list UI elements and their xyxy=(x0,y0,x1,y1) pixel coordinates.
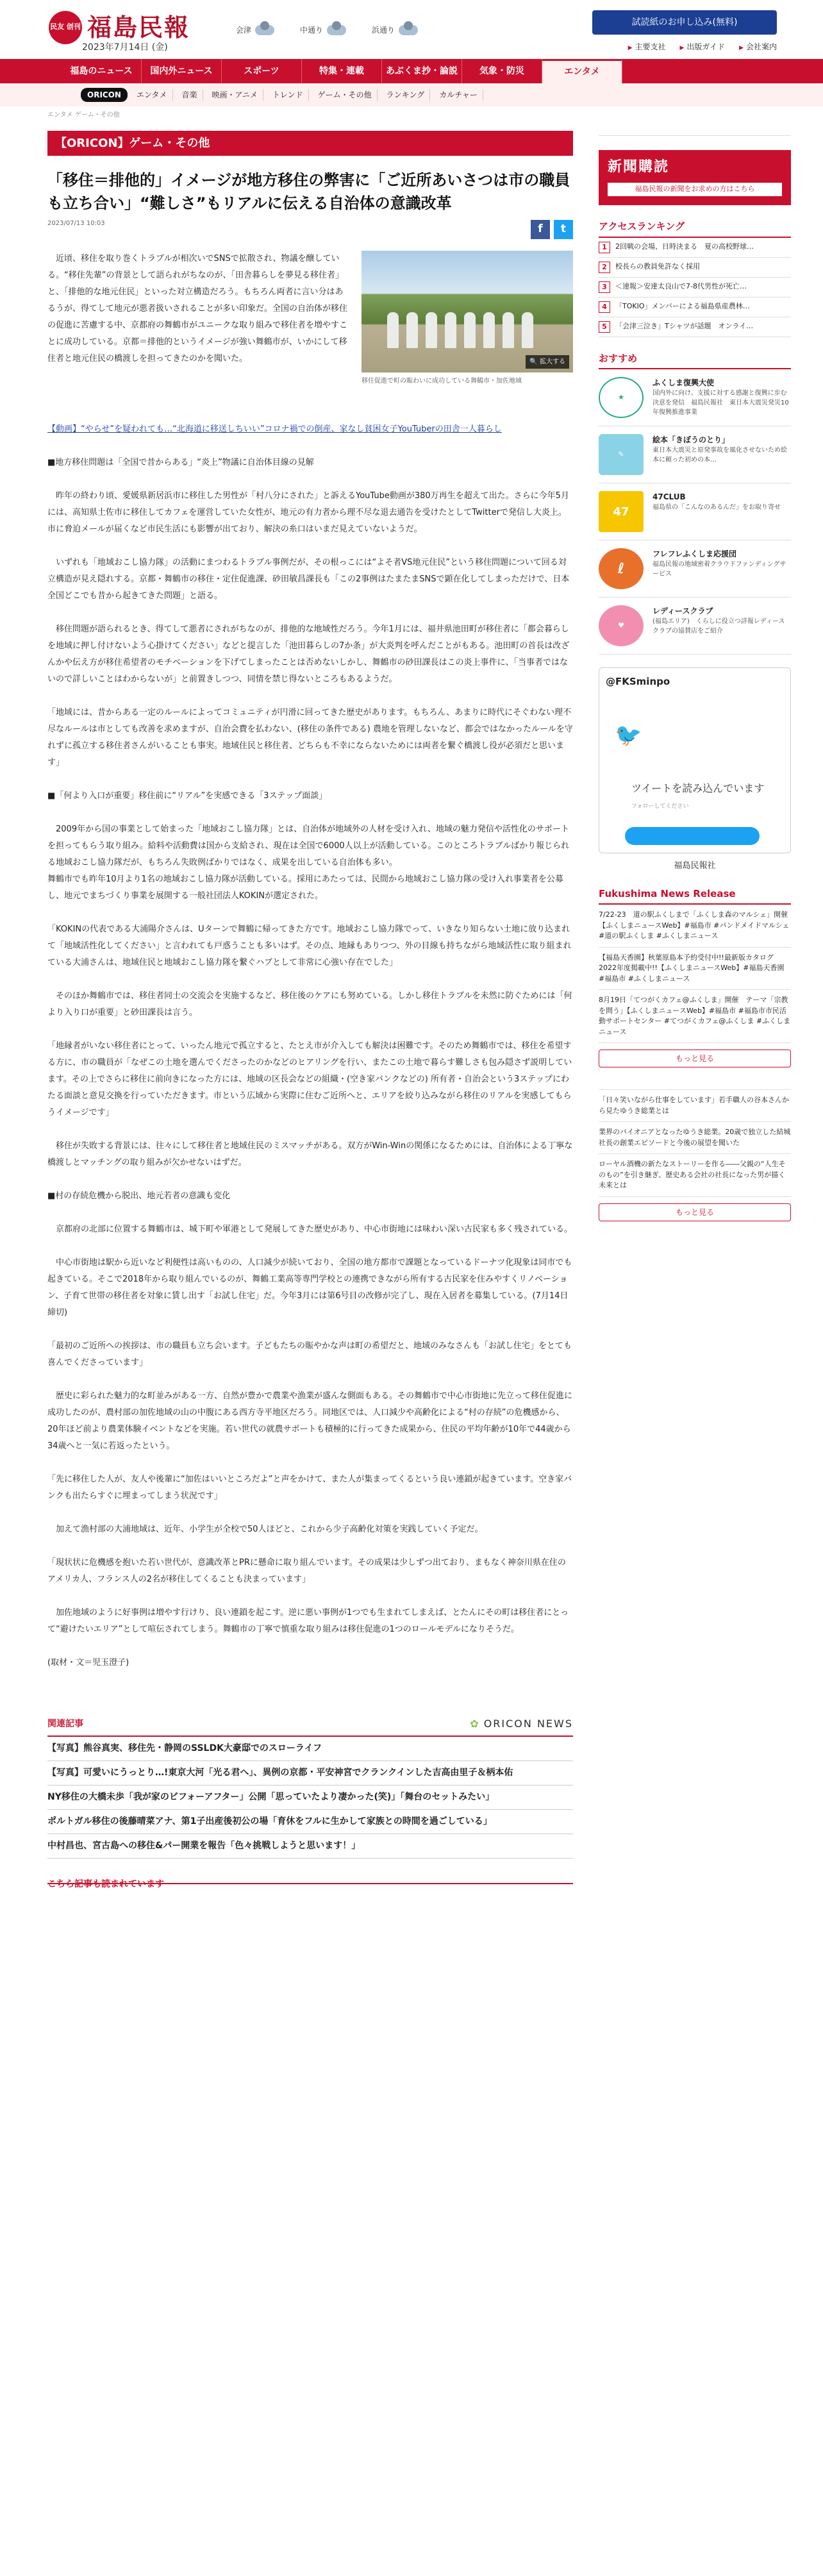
article-paragraph: 「先に移住した人が、友人や後輩に“加佐はいいところだよ”と声をかけて、また人が集まってくるという良い連鎖が起きています。空き家バンクも出たらすぐに埋まってしまう状況です」 xyxy=(47,1475,572,1501)
article-paragraph: 「現状状に危機感を抱いた若い世代が、意識改革とPRに懸命に取り組んでいます。その成果は少しずつ出ており、まもなく神奈川県在住のアメリカ人、フランス人の2名が移住してくることも決まっています」 xyxy=(47,1558,566,1584)
news-release-heading: Fukushima News Release xyxy=(599,887,791,905)
photo-image[interactable] xyxy=(362,251,573,372)
banner-subtitle: 福島民報の新聞をお求めの方はこちら xyxy=(608,183,782,196)
related-articles xyxy=(47,1716,573,1889)
recommend-desc: 福島民報の地域密着クラウドファンディングサービス xyxy=(653,561,786,578)
recommend-title: フレフレふくしま応援団 xyxy=(653,549,737,558)
article-paragraph: 昨年の終わり頃、愛媛県新居浜市に移住した男性が「村八分にされた」と訴えるYouTube動画が380万再生を超えて出た。さらに今年5月には、高知県土佐市に移住してカフェを運営していた女性が、地元の有力者から理不尽な退去通告を受けたとしてTwitterで発信し大炎上。市に脅迫メールが届くなど市民生活にも影響が出ており、解決の糸口はいまだ見えていないようだ。 xyxy=(47,491,569,534)
share-buttons xyxy=(531,220,573,239)
article-paragraph: 「最初のご近所への挨拶は、市の職員も立ち会います。子どもたちの賑やかな声は町の希望だと、地域のみなさんも「お試し住宅」をとても喜んでくださっています」 xyxy=(47,1341,572,1367)
ranking-item[interactable] xyxy=(599,317,791,337)
rank-number: 5 xyxy=(599,321,610,333)
nav-item-weather[interactable]: 気象・防災 xyxy=(462,59,542,83)
nav-item-entertainment[interactable]: エンタメ xyxy=(542,59,622,83)
article-paragraph: 「地縁者がいない移住者にとって、いったん地元で孤立すると、たとえ市が介入しても解決は困難です。そのため舞鶴市では、移住を希望する方に、市の職員が「なぜこの土地を選んでくださったのかなどのヒアリングを行い、またこの土地で暮らす難しさも包み隠さず説明しています。その上でさらに移住に前向きになった方には、地域の区長会などの組織・(空き家バンクなどの) 所有者・自治会という3ステップにわたる面談と意見交換を行っていただきます。市という広域から実際に住むご近所へと、エリアを絞り込みながら移住のリアルを実感してもらうイメージです」 xyxy=(47,1041,572,1117)
section-heading: ■地方移住問題は「全国で昔からある」“炎上”物議に自治体目線の見解 xyxy=(47,458,314,467)
subnav-item-music[interactable]: 音楽 xyxy=(177,89,203,101)
recommend-desc: 東日本大震災と原発事故を風化させないため絵本に頼った初めの本… xyxy=(653,447,787,464)
subnav-item-culture[interactable]: カルチャー xyxy=(434,89,483,101)
article-paragraph: いずれも「地域おこし協力隊」の活動にまつわるトラブル事例だが、その根っこには“よそ者VS地元住民”という移住問題について回る対立構造が見え隠れする。京都・舞鶴市の移住・定住促進課、砂田敏昌課長も「この2事例はたまたまSNSで顕在化してしまっただけで、日本全国どこでも昔から起きてきた問題」と語る。 xyxy=(47,558,570,601)
top-link-branches[interactable]: ▶ 主要支社 xyxy=(628,41,666,53)
promo-item[interactable]: 「日々笑いながら仕事をしています」若手職人の谷本さんから見たゆうき総業とは xyxy=(599,1090,791,1122)
article-paragraph: 2009年から国の事業として始まった「地域おこし協力隊」とは、自治体が地域外の人材を受け入れ、地域の魅力発信や活性化のサポートを担ってもらう取り組み。給料や活動費は国から支給され、現在は全国で6000人以上が活動している。このところトラブルばかり報じられる地域おこし協力隊だが、もちろん失敗例ばかりではなく、成果を出している自治体も多い。 舞鶴市でも昨年10月より1名の地域おこし協力隊が活動している。採用にあたっては、民間から地域おこし協力隊の受け入れ事業者を公募し、地元でまちづくり事業を展開する一般社団法人KOKINが選定された。 xyxy=(47,824,570,901)
recommend-item[interactable] xyxy=(599,483,791,540)
twitter-footer: 福島民報社 xyxy=(674,861,716,871)
subnav-item-movie-anime[interactable]: 映画・アニメ xyxy=(207,89,263,101)
article-paragraph: 移住問題が語られるとき、得てして悪者にされがちなのが、排他的な地域性だろう。今年1月には、福井県池田町が移住者に「都会暮らしを地域に押し付けないよう心掛けてください」などと提言した「池田暮らしの7か条」が大炎判を呼んだことがもある。池田町の首長は改ざんかや伝え方が移住希望者のモチベーションを下げてしまったことは否めないしかし、舞鶴市の砂田課長はこの炎上事件に、「当事者ではないので詳しいことはわからないが」と前置きしつつ、同情を禁じ得ないところもあるようだ。 xyxy=(47,624,570,684)
related-item[interactable]: 【写真】可愛いにうっとり…!東京大河「光る君へ」、異例の京都・平安神宮でクランクインした吉高由里子＆柄本佑 xyxy=(47,1761,573,1786)
ad-slot xyxy=(599,110,791,136)
nav-item-editorial[interactable]: あぶくま抄・論説 xyxy=(382,59,462,83)
trial-subscription-button[interactable]: 試読紙のお申し込み(無料) xyxy=(592,10,777,35)
article-photo[interactable] xyxy=(362,251,573,386)
nav-item-sports[interactable]: スポーツ xyxy=(222,59,302,83)
recommend-title: 47CLUB xyxy=(653,492,686,501)
recommend-item[interactable] xyxy=(599,540,791,598)
site-header xyxy=(0,0,823,59)
article-body xyxy=(47,421,573,1671)
article-paragraph: (取材・文＝児玉澄子) xyxy=(47,1658,129,1668)
twitter-share-icon[interactable]: t xyxy=(554,220,573,239)
oricon-badge[interactable]: ORICON xyxy=(81,88,128,102)
cloud-icon xyxy=(399,25,418,35)
nav-item-fukushima[interactable]: 福島のニュース xyxy=(62,59,142,83)
crowdfunding-icon: ℓ xyxy=(599,548,644,589)
breadcrumb[interactable]: エンタメ ゲーム・その他 xyxy=(47,112,120,119)
ranking-item[interactable] xyxy=(599,297,791,317)
article-paragraph: 移住が失敗する背景には、往々にして移住者と地域住民のミスマッチがある。双方がWin-Winの関係になるためには、自治体による丁寧な橋渡しとマッチングの取り組みが欠かせないはずだ。 xyxy=(47,1141,573,1167)
weather-widget[interactable] xyxy=(236,24,418,36)
article-paragraph: 加佐地域のように好事例は増やす行けり、良い連鎖を起こす。逆に悪い事例が1つでも生まれてしまえば、とたんにその町は移住者にとって“避けたいエリア”として喧伝されてしまう。舞鶴市の丁寧で慎重な取り組みは移住促進の1つのロールモデルになりそうだ。 xyxy=(47,1608,569,1634)
rank-number: 3 xyxy=(599,281,610,293)
news-release-item[interactable]: 8月19日「てつがくカフェ@ふくしま」開催 テーマ「宗教を問う」【ふくしまニュースWeb】#福島市 #福島市市民活動サポートセンター #てつがくカフェ@ふくしま #ふくしまニュース xyxy=(599,990,791,1043)
current-date: 2023年7月14日 (金) xyxy=(82,42,168,53)
related-list xyxy=(47,1737,573,1859)
banner-title: 新聞購読 xyxy=(608,159,670,175)
oricon-news-logo[interactable]: ✿ ORICON NEWS xyxy=(470,1716,573,1732)
nav-item-features[interactable]: 特集・連載 xyxy=(302,59,382,83)
related-item[interactable]: 中村昌也、宮古島への移住&パー開業を報告「色々挑戦しようと思います！」 xyxy=(47,1834,573,1859)
ranking-item[interactable] xyxy=(599,258,791,278)
weather-aizu[interactable] xyxy=(236,24,274,36)
article-paragraph: そのほか舞鶴市では、移住者同士の交流会を実施するなど、移住後のケアにも努めている。しかし移住トラブルを未然に防ぐためには「何より入り口が重要」と砂田課長は言う。 xyxy=(47,991,572,1017)
article-paragraph: 歴史に彩られた魅力的な町並みがある一方、自然が豊かで農業や漁業が盛んな側面もある。その舞鶴市で中心市街地に先立って移住促進に成功したのが、農村部の加佐地域の山の中腹にある西方寺平地区だろう。同地区では、人口減少や高齢化による“村の存続”の危機感から、20年ほど前より農業体験イベントなどを実施。若い世代の就農サポートも積極的に行ってきた成果から、住民の平均年齢が10年で44歳から34歳へと一気に若返ったという。 xyxy=(47,1391,573,1451)
ranking-title: 校長らの教員免許なく採用 xyxy=(615,262,700,271)
promo-list xyxy=(599,1089,791,1197)
ranking-heading: アクセスランキング xyxy=(599,219,791,238)
promo-item[interactable]: ローヤル酒機の新たなストーリーを作る――父親の“人生そのもの”を引き継ぎ、歴史ある会社の社長になった男が描く未来とは xyxy=(599,1154,791,1197)
twitter-feed-line: ツイートを読み込んでいます xyxy=(631,782,765,794)
picture-book-icon: ✎ xyxy=(599,434,644,475)
top-link-publishing[interactable]: ▶ 出版ガイド xyxy=(680,41,726,53)
weather-nakadori[interactable] xyxy=(300,24,346,36)
ranking-title: 「会津三泣き」Tシャツが話題 オンライ… xyxy=(615,321,754,330)
article-title: 「移住＝排他的」イメージが地方移住の弊害に「ご近所あいさつは市の職員も立ち合い」“難しさ”もリアルに伝える自治体の意識改革 xyxy=(47,171,570,212)
more-button[interactable]: もっと見る xyxy=(599,1203,791,1221)
recommend-item[interactable] xyxy=(599,598,791,655)
recommend-item[interactable] xyxy=(599,369,791,426)
subnav-item-entertainment[interactable]: エンタメ xyxy=(131,89,173,101)
recommend-item[interactable] xyxy=(599,426,791,483)
related-header xyxy=(47,1716,573,1737)
rank-number: 2 xyxy=(599,262,610,273)
section-heading: ■村の存続危機から脱出、地元若者の意識も変化 xyxy=(47,1191,231,1201)
article-paragraph: 「地域には、昔からある一定のルールによってコミュニティが円滑に回ってきた歴史があります。もちろん、あまりに時代にそぐわない理不尽なルールは市としても改善を求めますが、自治会費を払わない、(移住の条件である) 農地を管理しないなど、都会ではなかったルールを守れずに孤立する移住者さんがいることも事実。地域住民と移住者、どちらも不幸にならないためには両者を繋ぐ橋渡し役が必須だと思います」 xyxy=(47,708,573,767)
ranking-item[interactable] xyxy=(599,278,791,297)
article-column xyxy=(47,110,573,1889)
related-item[interactable]: NY移住の大橋未歩「我が家のビフォーアフター」公開「思っていたより凄かった(笑)」「舞台のセットみたい」 xyxy=(47,1786,573,1810)
top-link-company[interactable]: ▶ 会社案内 xyxy=(739,41,777,53)
article-paragraph: 加えて漁村部の大浦地域は、近年、小学生が全校で50人ほどと、これから少子高齢化対策を実践していく予定だ。 xyxy=(56,1525,483,1534)
recommend-desc: 福島県の「こんなのあるんだ」をお取り寄せ xyxy=(653,504,781,511)
twitter-sub-line: フォローしてください xyxy=(631,803,689,810)
related-item[interactable]: ポルトガル移住の後藤晴菜アナ、第1子出産後初公の場「育休をフルに生かして家族との時間を過ごしている」 xyxy=(47,1810,573,1834)
ranking-list xyxy=(599,238,791,337)
logo-text: 福島民報 xyxy=(87,13,190,42)
video-link[interactable]: 【動画】“やらせ”を疑われても…“北海道に移送しちいい”コロナ禍での倒産、家なし貧困女子YouTuberの田舎一人暮らし xyxy=(47,424,502,434)
twitter-follow-button[interactable] xyxy=(625,827,760,845)
subnav-item-ranking[interactable]: ランキング xyxy=(381,89,431,101)
recommend-title: レディースクラブ xyxy=(653,606,713,615)
more-articles-label: こちら記事も読まれています xyxy=(47,1879,164,1889)
recommend-heading: おすすめ xyxy=(599,351,791,370)
category-heading: 【ORICON】ゲーム・その他 xyxy=(47,131,573,156)
rank-number: 1 xyxy=(599,242,610,253)
recommend-title: ふくしま復興大使 xyxy=(653,378,715,387)
ranking-title: ＜速報＞安達太良山で7-8代男性が死亡… xyxy=(615,281,747,290)
section-heading: ■「何より入口が重要」移住前に“リアル”を実感できる「3ステップ面談」 xyxy=(47,791,328,801)
recommend-list xyxy=(599,369,791,655)
article-paragraph: 京都府の北部に位置する舞鶴市は、城下町や軍港として発展してきた歴史があり、中心市街地には味わい深い古民家も多く残されている。 xyxy=(56,1225,573,1234)
nav-item-national[interactable]: 国内外ニュース xyxy=(142,59,222,83)
related-item[interactable]: 【写真】熊谷真実、移住先・静岡のSSLDK大豪邸でのスローライフ xyxy=(47,1737,573,1761)
zoom-button[interactable]: 🔍 拡大する xyxy=(526,355,569,369)
rank-number: 4 xyxy=(599,301,610,313)
news-release-list xyxy=(599,905,791,1043)
article-paragraph: 中心市街地は駅から近いなど利便性は高いものの、人口減少が続いており、全国の地方都市で課題となっているドーナツ化現象は同市でも起きている。そこで2018年から取り組んでいるのが、舞鶴工業高等専門学校との連携できながら所有する古民家を住みやすくリノベーション、子育て世帯の移住者を対象に賃し出す「お試し住宅」だ。今年3月には第6号目の改修が完了し、現在入居者を募集している。(7月14日締切) xyxy=(47,1258,572,1317)
subnav-item-trend[interactable]: トレンド xyxy=(267,89,309,101)
more-articles-heading xyxy=(47,1878,573,1889)
article-meta xyxy=(47,219,573,238)
news-release-item[interactable]: 【福島天香園】秋葉原島本予約受付中!!最新版カタログ2022年度掲載中!!【ふくしまニュースWeb】#福島天香園 #福島市 #ふくしまニュース xyxy=(599,948,791,991)
cloud-icon xyxy=(255,25,274,35)
ranking-title: 2回戦の会場、日時決まる 夏の高校野球… xyxy=(615,242,754,251)
subscription-banner[interactable] xyxy=(599,150,791,205)
weather-region-label: 会津 xyxy=(236,26,252,35)
47club-logo-icon: 47 xyxy=(599,491,644,532)
ranking-title: 「TOKIO」メンバーによる福島県産農林… xyxy=(615,301,750,310)
weather-hamadori[interactable] xyxy=(372,24,418,36)
twitter-handle[interactable]: @FKSminpo xyxy=(606,676,670,687)
top-links xyxy=(628,41,777,53)
facebook-share-icon[interactable]: f xyxy=(531,220,550,239)
photo-caption: 移住促進で町の賑わいに成功している舞鶴市・加佐地域 xyxy=(362,378,522,385)
news-release-item[interactable]: 7/22-23 道の駅ふくしまで「ふくしま森のマルシェ」開催【ふくしまニュースWeb】#福島市 #パンドメイドマルシェ #道の駅ふくしま #ふくしまニュース xyxy=(599,905,791,948)
article-paragraph: 「KOKINの代表である大浦陽介さんは、Uターンで舞鶴に帰ってきた方です。地域おこし協力隊でって、いきなり知らない土地に放り込まれて「地域活性化してください」と言われても戸惑うことも多いはず。その点、地縁もありつつ、外の目線も持ちながら地域活性に取り組まれている大浦さんは、地域住民と地域おこし協力隊を繋ぐハブとして非常に心強い存在でした」 xyxy=(47,924,572,967)
fukushima-ambassador-icon: ★ xyxy=(599,377,644,418)
sidebar xyxy=(599,110,791,1221)
article-lead xyxy=(47,251,573,405)
twitter-timeline[interactable] xyxy=(599,667,791,853)
promo-item[interactable]: 業界のパイオニアとなったゆうき総業。20歳で独立した結城社長の創業エピソードと今後の展望を聞いた xyxy=(599,1122,791,1154)
more-button[interactable]: もっと見る xyxy=(599,1050,791,1067)
subnav-item-game[interactable]: ゲーム・その他 xyxy=(313,89,378,101)
weather-region-label: 中通り xyxy=(300,26,324,35)
zoom-label: 拡大する xyxy=(540,358,565,365)
related-heading: 関連記事 xyxy=(47,1718,83,1729)
recommend-desc: 国内外に向け、支援に対する感謝と復興に歩む決意を発信 福島民報社 東日本大震災発災10年復興推進事業 xyxy=(653,390,789,416)
lead-paragraph: 近頃、移住を取り巻くトラブルが相次いでSNSで拡散され、物議を醸している。“移住先輩”の背景として語られがちなのが、「田舎暮らしを夢見る移住者」と、「排他的な地元住民」といった対立構造だろう。もちろん両者に言い分はあるうが、得てして地元が悪者扱いされることが多い印象だ。全国の自治体が移住の促進に苦慮する中、京都府の舞鶴市がユニークな取り組みで移住者を増やすことに成功している。京都＝排他的というイメージが強い舞鶴市が、いかにして移住者と地元住民の橋渡しを担ってきたのかを聞いた。 xyxy=(47,254,348,364)
sub-nav xyxy=(0,83,823,106)
cloud-icon xyxy=(327,25,346,35)
logo-mark: 民友 创刊 xyxy=(49,11,82,44)
recommend-desc: (福島エリア) くらしに役立つ詳報レディースクラブの協賛店をご紹介 xyxy=(653,618,785,635)
site-logo[interactable] xyxy=(49,9,190,46)
ranking-item[interactable] xyxy=(599,238,791,258)
main-nav xyxy=(0,59,823,83)
recommend-title: 絵本「きぼうのとり」 xyxy=(653,435,730,444)
article-timestamp: 2023/07/13 10:03 xyxy=(47,220,105,227)
twitter-bird-icon: 🐦 xyxy=(615,723,642,748)
ladies-club-icon: ♥ xyxy=(599,605,644,646)
weather-region-label: 浜通り xyxy=(372,26,395,35)
